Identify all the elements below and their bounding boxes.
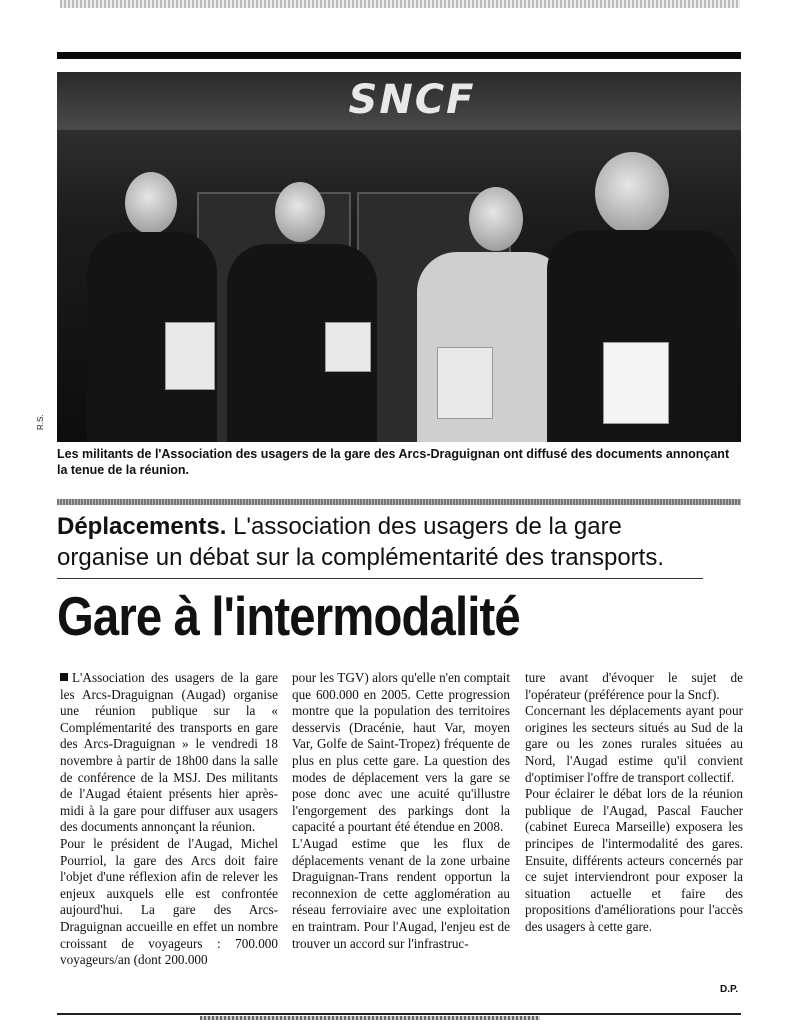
article-column-2 [292,670,510,952]
person-1 [87,172,217,442]
kicker-line-1 [57,511,747,542]
column-1-paragraph-2: Pour le président de l'Augad, Michel Pourriol, la gare des Arcs doit faire l'objet d'une réflexion afin de relever les enjeux auxquels elle est confrontée aujourd'hui. La gare des Arcs-Draguignan accueille en effet un nombre croissant de voyageurs : 700.000 voyageurs/an (dont 200.000 [60,835,278,968]
column-3-paragraph-3: Pour éclairer le débat lors de la réunion publique de l'Augad, Pascal Faucher (cabinet Eureca Marseille) exposera les principes de l'intermodalité des gares. Ensuite, différents acteurs concernés par ce sujet interviendront pour exposer la situation actuelle et faire des propositions d'améliorations pour l'accès des usagers à cette gare. [525,786,743,934]
person-2 [227,182,377,442]
article-column-3 [525,670,743,936]
person-3 [417,187,567,442]
photo-credit: R.S. [36,414,45,430]
photo-caption: Les militants de l'Association des usagers de la gare des Arcs-Draguignan ont diffusé des documents annonçant la tenue de la réunion. [57,447,730,477]
top-strip [60,0,740,8]
top-rule [57,52,741,59]
kicker [57,511,747,573]
kicker-line-2: organise un débat sur la complémentarité des transports. [57,544,664,571]
kicker-rule [57,578,703,579]
kicker-text-1: L'association des usagers de la gare [233,513,622,540]
bottom-rule [57,1013,741,1015]
sncf-logo: SNCF [348,77,476,123]
square-bullet-icon [60,673,68,681]
bottom-strip [200,1016,540,1020]
column-3-paragraph-2: Concernant les déplacements ayant pour origines les secteurs situés au Sud de la gare ou les zones rurales situées au Nord, l'Augad estime qu'il convient d'optimiser l'offre de transport collectif. [525,703,743,785]
headline: Gare à l'intermodalité [57,585,520,647]
column-1-paragraph-1: L'Association des usagers de la gare les Arcs-Draguignan (Augad) organise une réunion publique sur la « Complémentarité des transports en gare des Arcs-Draguignan » le vendredi 18 novembre à partir de 18h00 dans la salle de conférence de la MSJ. Des militants de l'Augad étaient présents hier après-midi à la gare pour diffuser aux usagers des documents annonçant la réunion. [60,670,278,835]
column-3-paragraph-1: ture avant d'évoquer le sujet de l'opérateur (préférence pour la Sncf). [525,670,743,702]
kicker-label: Déplacements. [57,513,227,540]
author-signature: D.P. [720,984,739,995]
person-4 [547,152,737,442]
column-2-paragraph-2: L'Augad estime que les flux de déplacements venant de la zone urbaine Draguignan-Trans rendent opportun la reconnexion de cette agglomération au réseau ferroviaire avec une exploitation en traintram. Pour l'Augad, l'enjeu est de trouver un accord sur l'infrastruc- [292,835,510,951]
column-2-paragraph-1: pour les TGV) alors qu'elle n'en comptait que 600.000 en 2005. Cette progression montre que la population des territoires desservis (Dracénie, haut Var, moyen Var, Golfe de Saint-Tropez) fréquente de plus en plus cette gare. La question des modes de déplacement vers la gare se pose donc avec une acuité qu'illustre l'engorgement des parkings dont la capacité a pourtant été étendue en 2008. [292,670,510,835]
article-column-1 [60,670,278,969]
section-rule [57,499,741,505]
news-photo [57,72,741,442]
